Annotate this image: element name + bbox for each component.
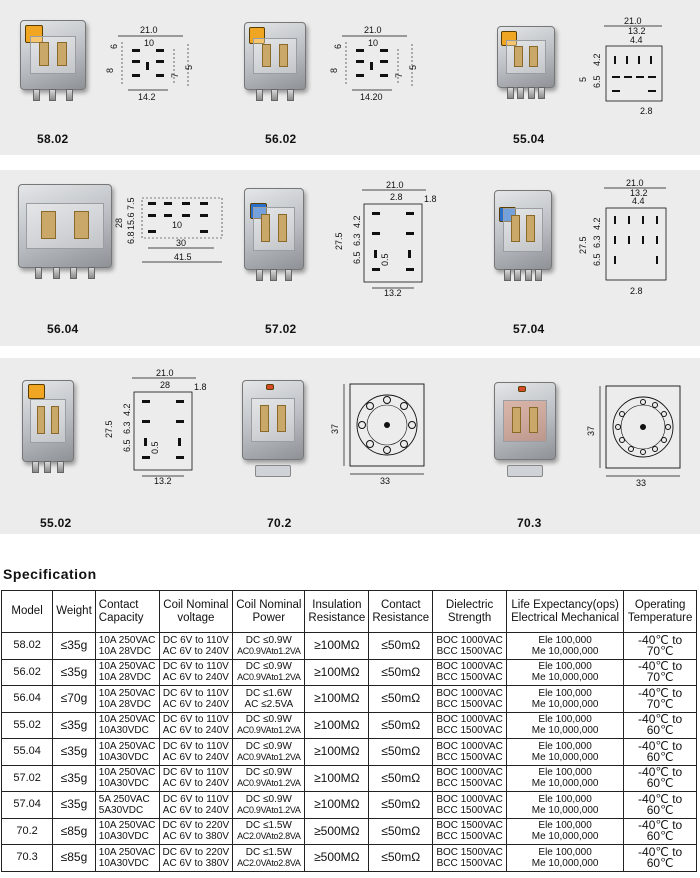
svg-text:13.2: 13.2 <box>154 476 172 486</box>
cell-dielectric-strength: BOC 1000VAC BCC 1500VAC <box>433 739 507 766</box>
table-row <box>2 792 697 819</box>
svg-text:6.5: 6.5 <box>352 251 362 264</box>
cell-operating-temperature: -40℃ to 60℃ <box>624 845 697 872</box>
header-weight: Weight <box>53 591 96 633</box>
model-label-57-04: 57.04 <box>513 322 545 336</box>
cell-life-expectancy: Ele 100,000 Me 10,000,000 <box>506 659 623 686</box>
cell-contact-resistance: ≤50mΩ <box>369 686 433 713</box>
cell-dielectric-strength: BOC 1000VAC BCC 1500VAC <box>433 765 507 792</box>
cell-coil-voltage: DC 6V to 110V AC 6V to 240V <box>159 739 233 766</box>
cell-operating-temperature: -40℃ to 70℃ <box>624 659 697 686</box>
header-model: Model <box>2 591 53 633</box>
svg-text:5: 5 <box>578 76 588 82</box>
svg-text:5: 5 <box>408 64 418 70</box>
model-label-58-02: 58.02 <box>37 132 69 146</box>
cell-coil-voltage: DC 6V to 110V AC 6V to 240V <box>159 712 233 739</box>
cell-insulation-resistance: ≥500MΩ <box>305 845 369 872</box>
model-label-70-2: 70.2 <box>267 516 292 530</box>
svg-text:27.5: 27.5 <box>104 420 114 438</box>
svg-text:6.3: 6.3 <box>122 421 132 434</box>
svg-text:21.0: 21.0 <box>386 180 404 190</box>
cell-operating-temperature: -40℃ to 60℃ <box>624 792 697 819</box>
svg-text:6.5: 6.5 <box>592 253 602 266</box>
dimension-drawing-56-02 <box>329 24 422 104</box>
model-label-70-3: 70.3 <box>517 516 542 530</box>
svg-text:4.4: 4.4 <box>632 196 645 206</box>
dimension-drawing-56-04 <box>114 190 238 280</box>
svg-text:14.20: 14.20 <box>360 92 383 102</box>
cell-insulation-resistance: ≥100MΩ <box>305 686 369 713</box>
cell-coil-voltage: DC 6V to 110V AC 6V to 240V <box>159 765 233 792</box>
cell-coil-power: DC ≤0.9W AC0.9VAto1.2VA <box>233 659 305 686</box>
cell-weight: ≤85g <box>53 845 96 872</box>
cell-weight: ≤35g <box>53 765 96 792</box>
svg-text:6.5: 6.5 <box>592 75 602 88</box>
cell-insulation-resistance: ≥100MΩ <box>305 659 369 686</box>
cell-weight: ≤35g <box>53 712 96 739</box>
cell-contact-capacity: 10A 250VAC 10A 28VDC <box>95 659 159 686</box>
cell-life-expectancy: Ele 100,000 Me 10,000,000 <box>506 739 623 766</box>
cell-coil-power: DC ≤0.9W AC0.9VAto1.2VA <box>233 765 305 792</box>
svg-text:7: 7 <box>394 72 404 78</box>
svg-text:0.5: 0.5 <box>150 441 160 454</box>
cell-dielectric-strength: BOC 1000VAC BCC 1500VAC <box>433 792 507 819</box>
cell-contact-resistance: ≤50mΩ <box>369 818 433 845</box>
relay-photo-57-04 <box>494 190 552 270</box>
cell-contact-capacity: 10A 250VAC 10A30VDC <box>95 739 159 766</box>
svg-text:7.5: 7.5 <box>126 197 136 210</box>
cell-coil-power: DC ≤0.9W AC0.9VAto1.2VA <box>233 712 305 739</box>
svg-text:10: 10 <box>144 38 155 48</box>
svg-text:6.8: 6.8 <box>126 231 136 244</box>
relay-photo-58-02 <box>20 20 86 90</box>
product-panel-2 <box>0 170 700 346</box>
cell-model: 56.02 <box>2 659 53 686</box>
cell-life-expectancy: Ele 100,000 Me 10,000,000 <box>506 633 623 660</box>
cell-insulation-resistance: ≥100MΩ <box>305 765 369 792</box>
svg-text:33: 33 <box>636 478 647 488</box>
relay-photo-56-02 <box>244 22 306 90</box>
table-row <box>2 633 697 660</box>
cell-weight: ≤35g <box>53 659 96 686</box>
header-coil-voltage: Coil Nominal voltage <box>159 591 233 633</box>
table-row <box>2 712 697 739</box>
svg-text:2.8: 2.8 <box>390 192 403 202</box>
cell-contact-capacity: 10A 250VAC 10A 28VDC <box>95 633 159 660</box>
svg-text:21.0: 21.0 <box>624 16 642 26</box>
svg-text:4.2: 4.2 <box>592 53 602 66</box>
cell-model: 57.04 <box>2 792 53 819</box>
svg-text:41.5: 41.5 <box>174 252 192 262</box>
cell-coil-power: DC ≤0.9W AC0.9VAto1.2VA <box>233 739 305 766</box>
header-operating-temperature: Operating Temperature <box>624 591 697 633</box>
cell-contact-resistance: ≤50mΩ <box>369 792 433 819</box>
cell-contact-resistance: ≤50mΩ <box>369 739 433 766</box>
svg-text:6.3: 6.3 <box>352 233 362 246</box>
cell-model: 57.02 <box>2 765 53 792</box>
amber-tab-icon <box>28 384 45 398</box>
svg-text:4.2: 4.2 <box>352 215 362 228</box>
cell-insulation-resistance: ≥100MΩ <box>305 712 369 739</box>
cell-model: 55.02 <box>2 712 53 739</box>
header-dielectric-strength: Dielectric Strength <box>433 591 507 633</box>
svg-text:10: 10 <box>172 220 183 230</box>
cell-weight: ≤35g <box>53 633 96 660</box>
svg-text:27.5: 27.5 <box>334 232 344 250</box>
cell-weight: ≤70g <box>53 686 96 713</box>
model-label-57-02: 57.02 <box>265 322 297 336</box>
cell-model: 70.2 <box>2 818 53 845</box>
svg-text:13.2: 13.2 <box>628 26 646 36</box>
model-label-56-04: 56.04 <box>47 322 79 336</box>
model-label-55-02: 55.02 <box>40 516 72 530</box>
svg-text:10: 10 <box>368 38 379 48</box>
specification-heading: Specification <box>3 566 97 582</box>
cell-weight: ≤35g <box>53 739 96 766</box>
cell-operating-temperature: -40℃ to 70℃ <box>624 686 697 713</box>
table-row <box>2 739 697 766</box>
cell-insulation-resistance: ≥500MΩ <box>305 818 369 845</box>
product-panel-3 <box>0 358 700 534</box>
svg-text:2.8: 2.8 <box>630 286 643 296</box>
cell-contact-resistance: ≤50mΩ <box>369 765 433 792</box>
cell-model: 56.04 <box>2 686 53 713</box>
cell-contact-capacity: 10A 250VAC 10A30VDC <box>95 765 159 792</box>
cell-contact-resistance: ≤50mΩ <box>369 633 433 660</box>
cell-coil-power: DC ≤1.5W AC2.0VAto2.8VA <box>233 818 305 845</box>
svg-text:5: 5 <box>184 64 194 70</box>
svg-text:2.8: 2.8 <box>640 106 653 116</box>
svg-text:13.2: 13.2 <box>384 288 402 298</box>
cell-insulation-resistance: ≥100MΩ <box>305 633 369 660</box>
cell-dielectric-strength: BOC 1500VAC BCC 1500VAC <box>433 845 507 872</box>
svg-text:28: 28 <box>160 380 171 390</box>
table-row <box>2 659 697 686</box>
cell-operating-temperature: -40℃ to 70℃ <box>624 633 697 660</box>
cell-insulation-resistance: ≥100MΩ <box>305 792 369 819</box>
table-row <box>2 818 697 845</box>
cell-model: 58.02 <box>2 633 53 660</box>
relay-photo-70-2 <box>242 380 304 460</box>
product-panel-1 <box>0 0 700 155</box>
cell-operating-temperature: -40℃ to 60℃ <box>624 818 697 845</box>
header-coil-power: Coil Nominal Power <box>233 591 305 633</box>
dimension-drawing-58-02 <box>105 24 198 104</box>
dimension-drawing-55-02 <box>104 368 220 492</box>
svg-text:7: 7 <box>170 72 180 78</box>
svg-text:15.6: 15.6 <box>126 212 136 230</box>
cell-coil-voltage: DC 6V to 220V AC 6V to 380V <box>159 818 233 845</box>
relay-photo-56-04 <box>18 184 112 268</box>
table-row <box>2 686 697 713</box>
relay-photo-57-02 <box>244 188 304 270</box>
svg-text:8: 8 <box>105 67 115 73</box>
svg-text:4.2: 4.2 <box>122 403 132 416</box>
cell-model: 55.04 <box>2 739 53 766</box>
dimension-drawing-55-04 <box>578 16 670 118</box>
header-contact-capacity: Contact Capacity <box>95 591 159 633</box>
cell-model: 70.3 <box>2 845 53 872</box>
cell-dielectric-strength: BOC 1000VAC BCC 1500VAC <box>433 712 507 739</box>
cell-coil-power: DC ≤1.6W AC ≤2.5VA <box>233 686 305 713</box>
cell-contact-resistance: ≤50mΩ <box>369 659 433 686</box>
svg-text:6.3: 6.3 <box>592 235 602 248</box>
svg-text:21.0: 21.0 <box>364 25 382 35</box>
relay-photo-70-3 <box>494 382 556 460</box>
cell-contact-capacity: 10A 250VAC 10A30VDC <box>95 845 159 872</box>
svg-text:6.5: 6.5 <box>122 439 132 452</box>
cell-weight: ≤85g <box>53 818 96 845</box>
cell-coil-voltage: DC 6V to 110V AC 6V to 240V <box>159 792 233 819</box>
cell-operating-temperature: -40℃ to 60℃ <box>624 765 697 792</box>
cell-coil-voltage: DC 6V to 110V AC 6V to 240V <box>159 686 233 713</box>
svg-text:21.0: 21.0 <box>140 25 158 35</box>
svg-text:4.2: 4.2 <box>592 217 602 230</box>
dimension-drawing-70-3 <box>586 380 696 490</box>
svg-text:33: 33 <box>380 476 391 486</box>
header-contact-resistance: Contact Resistance <box>369 591 433 633</box>
header-insulation-resistance: Insulation Resistance <box>305 591 369 633</box>
svg-text:1.8: 1.8 <box>424 194 437 204</box>
svg-text:6: 6 <box>333 43 343 49</box>
cell-dielectric-strength: BOC 1000VAC BCC 1500VAC <box>433 686 507 713</box>
header-life-expectancy: Life Expectancy(ops) Electrical Mechanical <box>506 591 623 633</box>
cell-life-expectancy: Ele 100,000 Me 10,000,000 <box>506 792 623 819</box>
cell-contact-capacity: 10A 250VAC 10A30VDC <box>95 712 159 739</box>
table-header-row <box>2 591 697 633</box>
red-tab-icon <box>518 386 526 392</box>
cell-coil-power: DC ≤1.5W AC2.0VAto2.8VA <box>233 845 305 872</box>
svg-text:4.4: 4.4 <box>630 35 643 45</box>
relay-photo-55-02 <box>22 380 74 462</box>
svg-text:30: 30 <box>176 238 187 248</box>
svg-text:0.5: 0.5 <box>380 253 390 266</box>
cell-coil-power: DC ≤0.9W AC0.9VAto1.2VA <box>233 792 305 819</box>
cell-contact-resistance: ≤50mΩ <box>369 845 433 872</box>
dimension-drawing-57-04 <box>578 178 680 300</box>
svg-text:37: 37 <box>586 425 596 436</box>
table-row <box>2 845 697 872</box>
cell-coil-voltage: DC 6V to 220V AC 6V to 380V <box>159 845 233 872</box>
table-row <box>2 765 697 792</box>
cell-operating-temperature: -40℃ to 60℃ <box>624 712 697 739</box>
svg-text:14.2: 14.2 <box>138 92 156 102</box>
cell-life-expectancy: Ele 100,000 Me 10,000,000 <box>506 845 623 872</box>
cell-dielectric-strength: BOC 1000VAC BCC 1500VAC <box>433 633 507 660</box>
cell-coil-power: DC ≤0.9W AC0.9VAto1.2VA <box>233 633 305 660</box>
cell-contact-capacity: 10A 250VAC 10A 28VDC <box>95 686 159 713</box>
cell-weight: ≤35g <box>53 792 96 819</box>
svg-text:1.8: 1.8 <box>194 382 207 392</box>
cell-life-expectancy: Ele 100,000 Me 10,000,000 <box>506 686 623 713</box>
cell-contact-capacity: 5A 250VAC 5A30VDC <box>95 792 159 819</box>
cell-life-expectancy: Ele 100,000 Me 10,000,000 <box>506 818 623 845</box>
cell-life-expectancy: Ele 100,000 Me 10,000,000 <box>506 712 623 739</box>
cell-dielectric-strength: BOC 1000VAC BCC 1500VAC <box>433 659 507 686</box>
model-label-56-02: 56.02 <box>265 132 297 146</box>
cell-life-expectancy: Ele 100,000 Me 10,000,000 <box>506 765 623 792</box>
svg-text:8: 8 <box>329 67 339 73</box>
cell-coil-voltage: DC 6V to 110V AC 6V to 240V <box>159 633 233 660</box>
cell-insulation-resistance: ≥100MΩ <box>305 739 369 766</box>
svg-text:6: 6 <box>109 43 119 49</box>
cell-dielectric-strength: BOC 1500VAC BCC 1500VAC <box>433 818 507 845</box>
svg-text:27.5: 27.5 <box>578 236 588 254</box>
cell-contact-capacity: 10A 250VAC 10A30VDC <box>95 818 159 845</box>
dimension-drawing-57-02 <box>334 180 440 304</box>
specification-table <box>1 590 697 872</box>
svg-text:13.2: 13.2 <box>630 188 648 198</box>
svg-text:37: 37 <box>330 423 340 434</box>
relay-photo-55-04 <box>497 26 555 88</box>
svg-text:21.0: 21.0 <box>156 368 174 378</box>
cell-operating-temperature: -40℃ to 60℃ <box>624 739 697 766</box>
svg-text:21.0: 21.0 <box>626 178 644 188</box>
model-label-55-04: 55.04 <box>513 132 545 146</box>
red-tab-icon <box>266 384 274 390</box>
cell-contact-resistance: ≤50mΩ <box>369 712 433 739</box>
cell-coil-voltage: DC 6V to 110V AC 6V to 240V <box>159 659 233 686</box>
dimension-drawing-70-2 <box>330 378 440 488</box>
svg-text:28: 28 <box>114 217 124 228</box>
